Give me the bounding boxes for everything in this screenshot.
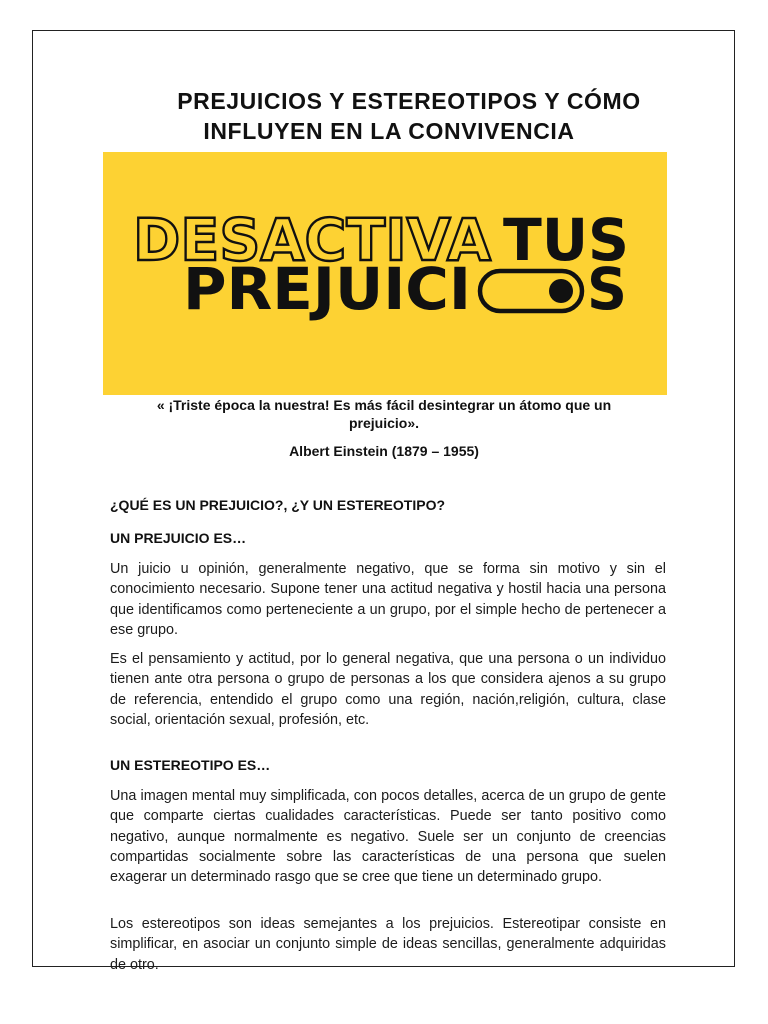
estereotipo-heading: UN ESTEREOTIPO ES… [110,757,271,773]
prejuicio-paragraph-2: Es el pensamiento y actitud, por lo general negativa, que una persona o un individuo tienen ante otra persona o grupo de personas a los que considera ajenos a su grupo de referencia, entendido el grupo como una región, nación,religión, cultura, clase social, orientación sexual, profesión, etc. [110,651,666,728]
prejuicio-paragraph-1: Un juicio u opinión, generalmente negativo, que se forma sin motivo y sin el conocimiento necesario. Supone tener una actitud negativa y hostil hacia una persona que identificamos como perteneciente a un grupo, por el simple hecho de pertenecer a ese grupo. [110,561,666,638]
campaign-banner [103,152,667,395]
page-title-line-1: PREJUICIOS Y ESTEREOTIPOS Y CÓMO [177,88,641,114]
banner-outline-word: DESACTIVA [133,206,492,274]
quote-author: Albert Einstein (1879 – 1955) [289,443,479,459]
banner-line2-end: S [587,255,627,323]
toggle-switch-icon [480,271,582,311]
banner-solid-word: TUS [503,206,629,274]
estereotipo-paragraph-1: Una imagen mental muy simplificada, con pocos detalles, acerca de un grupo de gente que comparte ciertas cualidades características. Puede ser tanto positivo como negativo, aunque normalmente es negativo. Suele ser un conjunto de creencias compartidas socialmente sobre las características de una persona que suelen exagerar un determinado rasgo que se cree que tiene un determinado grupo. [110,788,666,886]
page-title-line-2: INFLUYEN EN LA CONVIVENCIA [203,118,575,144]
banner-artwork [103,152,667,395]
prejuicio-heading: UN PREJUICIO ES… [110,530,247,546]
estereotipo-paragraph-2: Los estereotipos son ideas semejantes a los prejuicios. Estereotipar consiste en simplificar, en asociar un conjunto simple de ideas sencillas, generalmente adquiridas de otro. [110,916,666,973]
einstein-quote: « ¡Triste época la nuestra! Es más fácil desintegrar un átomo que un prejuicio». [156,397,612,431]
banner-line2-start: PREJUICI [183,255,471,323]
section-heading: ¿QUÉ ES UN PREJUICIO?, ¿Y UN ESTEREOTIPO? [110,497,446,513]
